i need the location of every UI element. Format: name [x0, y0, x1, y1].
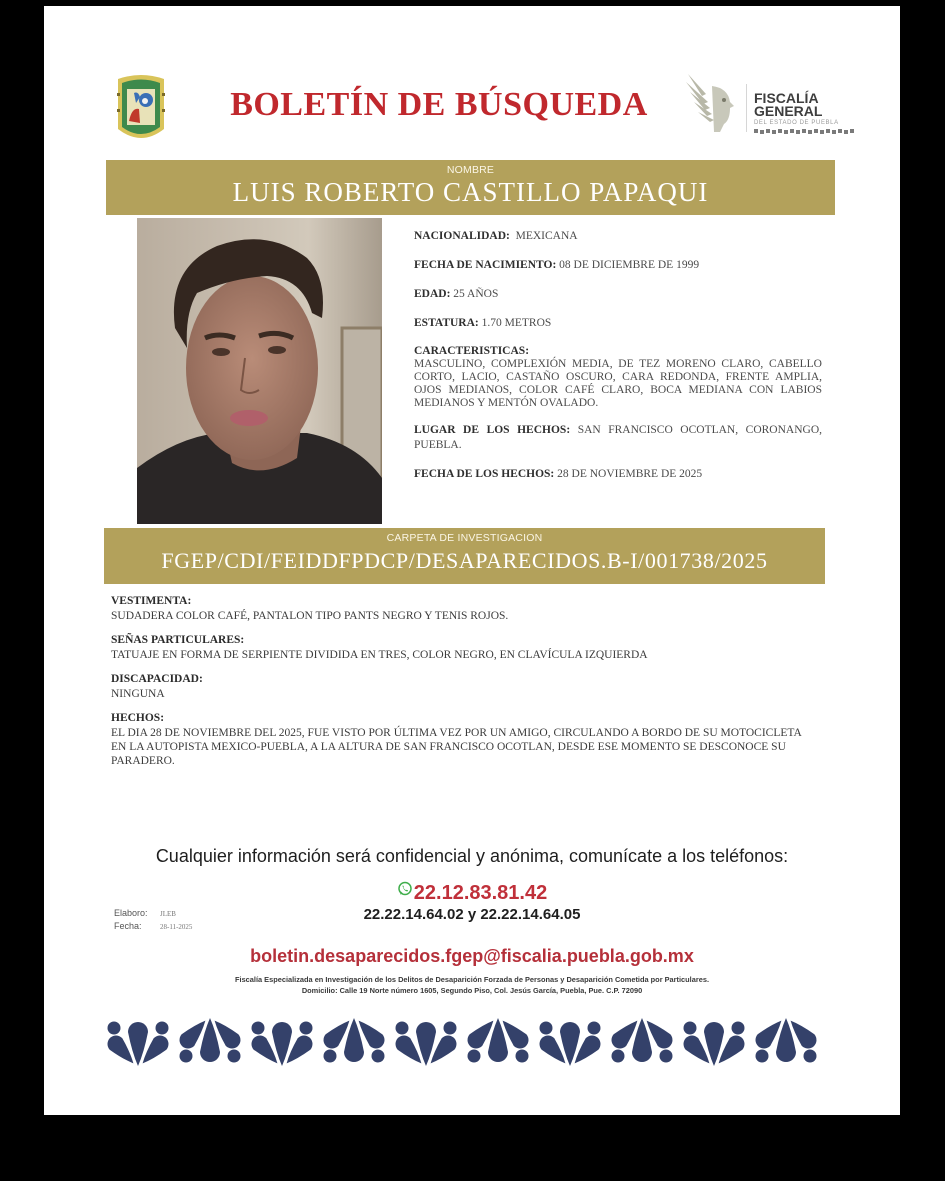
- ornament-motif-up: [680, 1022, 748, 1070]
- ornament-motif-up: [536, 1022, 604, 1070]
- discapacidad-section: [111, 672, 811, 701]
- hechos-label: HECHOS:: [111, 712, 165, 724]
- puebla-seal-icon: [114, 73, 168, 145]
- nacionalidad-label: NACIONALIDAD:: [414, 230, 510, 242]
- elaboro-row: [114, 908, 192, 921]
- fecha-nacimiento-row: [414, 257, 822, 273]
- fecha-label: Fecha:: [114, 921, 142, 931]
- elaboro-label: Elaboro:: [114, 908, 148, 918]
- nacionalidad-value: MEXICANA: [515, 230, 578, 242]
- elaboro-block: [114, 908, 192, 934]
- ornament-motif-down: [176, 1015, 244, 1063]
- contact-intro: Cualquier información será confidencial y anónima, comunícate a los teléfonos:: [155, 846, 789, 866]
- footer-address: Domicilio: Calle 19 Norte número 1605, Segundo Piso, Col. Jesús García, Puebla, Pue. C.P. 72090: [301, 986, 643, 995]
- discapacidad-value: NINGUNA: [111, 688, 165, 700]
- ornament-motif-up: [392, 1022, 460, 1070]
- senas-value: TATUAJE EN FORMA DE SERPIENTE DIVIDIDA EN TRES, COLOR NEGRO, EN CLAVÍCULA IZQUIERDA: [111, 649, 648, 661]
- missing-person-photo: [137, 218, 382, 524]
- footer-agency: Fiscalía Especializada en Investigación de los Delitos de Desaparición Forzada de Personas y Desaparición Cometida por Particulares.: [235, 975, 709, 984]
- fiscalia-general-logo: [684, 70, 864, 142]
- talavera-ornament: [102, 1014, 822, 1070]
- logo-line-3: DEL ESTADO DE PUEBLA: [754, 120, 839, 126]
- ornament-motif-up: [104, 1022, 172, 1070]
- bulletin-title: BOLETÍN DE BÚSQUEDA: [230, 86, 648, 123]
- ornament-motif-down: [464, 1015, 532, 1063]
- person-name: LUIS ROBERTO CASTILLO PAPAQUI: [232, 177, 709, 207]
- fecha-hechos-row: [414, 466, 822, 482]
- contact-email[interactable]: boletin.desaparecidos.fgep@fiscalia.puebla.gob.mx: [250, 946, 694, 966]
- ornament-motif-up: [248, 1022, 316, 1070]
- carpeta-number: FGEP/CDI/FEIDDFPDCP/DESAPARECIDOS.B-I/001738/2025: [161, 548, 768, 573]
- estatura-value: 1.70 METROS: [481, 317, 552, 329]
- whatsapp-number[interactable]: 22.12.83.81.42: [413, 882, 548, 904]
- caracteristicas-value: MASCULINO, COMPLEXIÓN MEDIA, DE TEZ MORENO CLARO, CABELLO CORTO, LACIO, CASTAÑO OSCURO, CARA REDONDA, FRENTE AMPLIA, OJOS MEDIANOS, COLOR CAFÉ CLARO, BOCA MEDIANA CON LABIOS MEDIANOS Y MENTÓN OVALADO.: [414, 358, 822, 409]
- logo-line-2: GENERAL: [754, 103, 823, 119]
- vestimenta-value: SUDADERA COLOR CAFÉ, PANTALON TIPO PANTS NEGRO Y TENIS ROJOS.: [111, 610, 509, 622]
- ornament-motif-down: [608, 1015, 676, 1063]
- senas-label: SEÑAS PARTICULARES:: [111, 634, 245, 646]
- additional-info: [111, 594, 811, 778]
- whatsapp-row: [44, 881, 900, 905]
- lugar-hechos-label: LUGAR DE LOS HECHOS:: [414, 424, 571, 436]
- lugar-hechos-value: SAN FRANCISCO OCOTLAN, CORONANGO, PUEBLA.: [414, 424, 822, 451]
- hechos-value: EL DIA 28 DE NOVIEMBRE DEL 2025, FUE VISTO POR ÚLTIMA VEZ POR UN AMIGO, CIRCULANDO A BORDO DE SU MOTOCICLETA EN LA AUTOPISTA MEXICO-PUEBLA, A LA ALTURA DE SAN FRANCISCO OCOTLAN, DESDE ESE MOMENTO SE DESCONOCE SU PARADERO.: [111, 727, 802, 767]
- senas-section: [111, 633, 811, 662]
- carpeta-bar: [104, 528, 825, 584]
- phone-numbers[interactable]: 22.22.14.64.02 y 22.22.14.64.05: [363, 906, 581, 923]
- ornament-motif-down: [320, 1015, 388, 1063]
- edad-label: EDAD:: [414, 288, 451, 300]
- vestimenta-section: [111, 594, 811, 623]
- nacionalidad-row: [414, 228, 822, 244]
- lugar-hechos-row: [414, 423, 822, 453]
- estatura-label: ESTATURA:: [414, 317, 479, 329]
- estatura-row: [414, 315, 822, 331]
- logo-pattern-icon: [754, 129, 856, 134]
- fecha-hechos-value: 28 DE NOVIEMBRE DE 2025: [557, 468, 703, 480]
- edad-value: 25 AÑOS: [453, 288, 499, 300]
- elaboro-value: JLEB: [160, 910, 176, 918]
- logo-divider: [746, 84, 747, 132]
- search-bulletin: [44, 6, 900, 1115]
- carpeta-label: CARPETA DE INVESTIGACION: [386, 532, 543, 544]
- discapacidad-label: DISCAPACIDAD:: [111, 673, 203, 685]
- fecha-nacimiento-value: 08 DE DICIEMBRE DE 1999: [559, 259, 700, 271]
- name-label: NOMBRE: [446, 164, 495, 176]
- fecha-hechos-label: FECHA DE LOS HECHOS:: [414, 468, 555, 480]
- hechos-section: [111, 711, 811, 768]
- caracteristicas-row: [414, 344, 822, 410]
- ornament-motif-down: [752, 1015, 820, 1063]
- eagle-warrior-icon: [684, 72, 736, 136]
- person-details: [414, 228, 822, 495]
- fecha-row: [114, 921, 192, 934]
- whatsapp-icon: [397, 881, 413, 897]
- logo-line-1: FISCALÍA: [754, 90, 819, 106]
- edad-row: [414, 286, 822, 302]
- vestimenta-label: VESTIMENTA:: [111, 595, 192, 607]
- fecha-value: 28-11-2025: [160, 923, 193, 931]
- fecha-nacimiento-label: FECHA DE NACIMIENTO:: [414, 259, 557, 271]
- name-bar: [106, 160, 835, 215]
- caracteristicas-label: CARACTERISTICAS:: [414, 345, 530, 357]
